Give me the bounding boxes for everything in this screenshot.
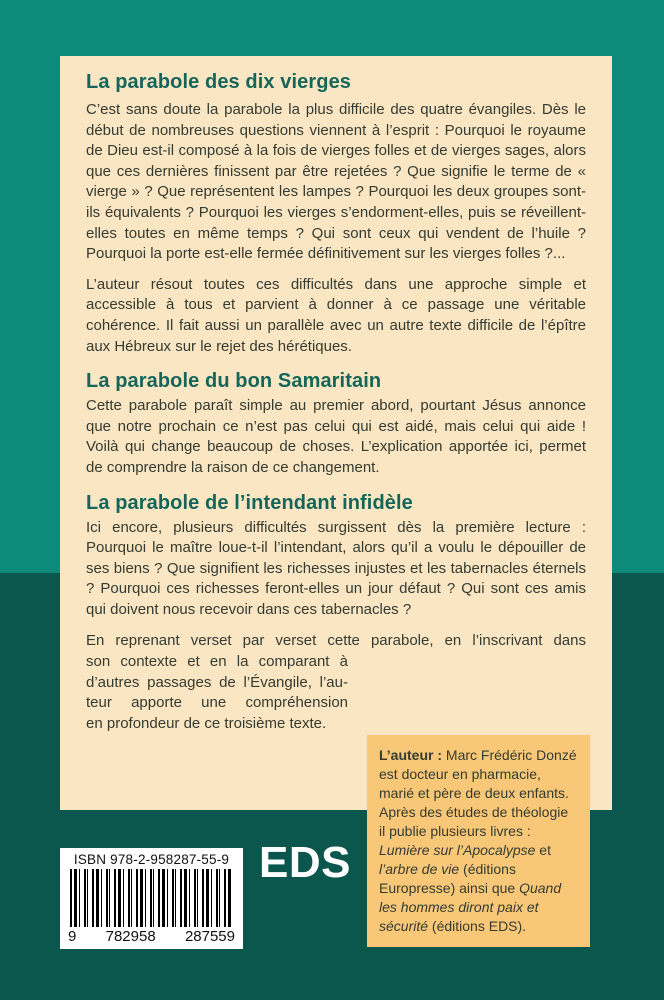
section-heading: La parabole des dix vierges xyxy=(86,71,352,93)
section-paragraph: L’auteur résout toutes ces difficultés dans une approche simple et accessible à tous et parvient à donner à ce passage une véritable cohérence. Il fait aussi un parallèle avec un autre texte difficile de l’épître aux Hébreux sur le rejet des hérétiques. xyxy=(86,275,586,355)
section-paragraph: C’est sans doute la parabole la plus difficile des quatre évangiles. Dès le début de nombreuses questions viennent à l’esprit : Pourquoi le royaume de Dieu est-il composé à la fois de vierges folles et de vierges sages, alors que ces dernières finissent par être rejetées ? Que signifie le terme de « vierge » ? Que représentent les lampes ? Pourquoi les deux groupes sont-ils équivalents ? Pourquoi les vierges s’endorment-elles, puis se réveillent-elles toutes en même temps ? Qui sont ceux qui vendent de l’huile ? Pourquoi la porte est-elle fermée définitivement sur les vierges folles ?... xyxy=(86,101,586,263)
author-bio-text: L’auteur : Marc Frédéric Donzé est docteur en pharmacie, marié et père de deux enfants. Après des études de théologie il publie plusieurs livres : Lumière sur l’Apocalypse et l’arbre de vie (éditions Europresse) ainsi que Quand les hommes diront paix et sécurité (éditions EDS). xyxy=(379,747,577,934)
section-dix-vierges xyxy=(86,70,586,357)
barcode-digit-group: 9 xyxy=(68,928,77,945)
closing-wrapped-column: son contexte et en la comparant à d’autres passages de l’Évangile, l’au- teur apporte une compréhension en profondeur de ce troisième texte. xyxy=(86,653,348,732)
publisher-logo-eds: EDS xyxy=(259,838,351,887)
section-heading: La parabole de l’intendant infidèle xyxy=(86,491,413,514)
barcode-bars xyxy=(70,869,233,927)
closing-first-line: En reprenant verset par verset cette parabole, en l’inscrivant dans xyxy=(86,632,586,650)
section-bon-samaritain xyxy=(86,369,586,478)
closing-paragraph xyxy=(86,631,586,734)
content-panel xyxy=(60,56,612,810)
author-box xyxy=(367,735,590,947)
section-paragraph: Ici encore, plusieurs difficultés surgissent dès la première lecture : Pourquoi le maître loue-t-il l’intendant, alors qu’il a voulu le dépouiller de ses biens ? Que signifient les richesses injustes et les tabernacles éternels ? Pourquoi ces richesses feront-elles un jour défaut ? Qui sont ces amis qui doivent nous recevoir dans ces tabernacles ? xyxy=(86,518,586,618)
section-heading: La parabole du bon Samaritain xyxy=(86,370,382,393)
section-intendant-infidele xyxy=(86,491,586,621)
section-paragraph: Cette parabole paraît simple au premier abord, pourtant Jésus annonce que notre prochain ce n’est pas celui qui est aidé, mais celui qui aide ! Voilà qui change beaucoup de choses. L’explication apportée ici, permet de comprendre la raison de ce changement. xyxy=(86,397,586,476)
isbn-number: ISBN 978-2-958287-55-9 xyxy=(73,852,230,867)
barcode-digit-group: 782958 xyxy=(105,928,156,945)
isbn-barcode xyxy=(60,848,243,949)
barcode-digits xyxy=(68,927,235,945)
barcode-digit-group: 287559 xyxy=(184,928,235,945)
